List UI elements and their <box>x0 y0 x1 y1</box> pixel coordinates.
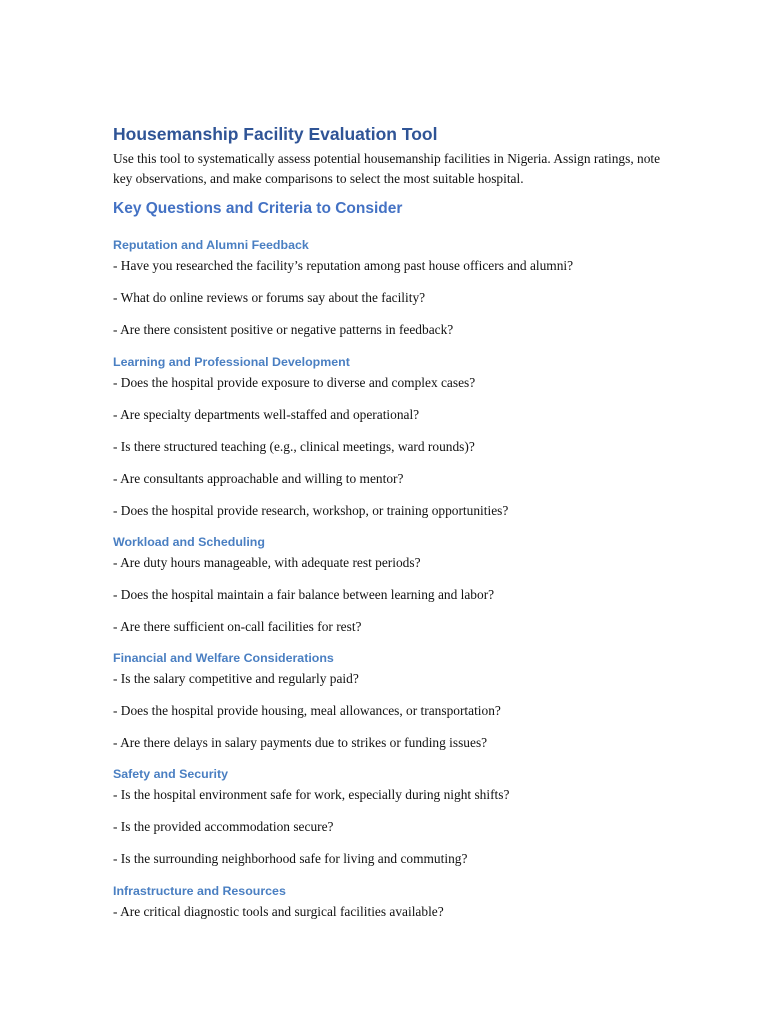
question-item: - Are critical diagnostic tools and surgical facilities available? <box>113 904 444 919</box>
intro-paragraph: Use this tool to systematically assess potential housemanship facilities in Nigeria. Assign ratings, note key observations, and make comparisons to select the most suitable hospital. <box>113 151 661 186</box>
question-item: - Are specialty departments well-staffed and operational? <box>113 407 420 422</box>
question-item: - Is the provided accommodation secure? <box>113 819 334 834</box>
question-item: - Are there sufficient on-call facilities for rest? <box>113 619 362 634</box>
question-item: - Does the hospital maintain a fair balance between learning and labor? <box>113 587 495 602</box>
section-heading: Key Questions and Criteria to Consider <box>113 200 403 217</box>
question-item: - Is the salary competitive and regularly paid? <box>113 671 359 686</box>
question-item: - Does the hospital provide housing, meal allowances, or transportation? <box>113 703 501 718</box>
question-item: - Does the hospital provide exposure to diverse and complex cases? <box>113 375 476 390</box>
subsection-heading-safety: Safety and Security <box>113 767 229 781</box>
question-item: - What do online reviews or forums say about the facility? <box>113 290 426 305</box>
subsection-heading-learning: Learning and Professional Development <box>113 355 350 369</box>
document-title: Housemanship Facility Evaluation Tool <box>113 124 438 144</box>
question-item: - Is the hospital environment safe for work, especially during night shifts? <box>113 787 510 802</box>
question-item: - Are consultants approachable and willing to mentor? <box>113 471 404 486</box>
question-item: - Are there delays in salary payments due to strikes or funding issues? <box>113 735 488 750</box>
question-item: - Are duty hours manageable, with adequate rest periods? <box>113 555 421 570</box>
question-item: - Is there structured teaching (e.g., clinical meetings, ward rounds)? <box>113 439 475 454</box>
subsection-heading-reputation: Reputation and Alumni Feedback <box>113 238 309 252</box>
subsection-heading-financial: Financial and Welfare Considerations <box>113 651 334 665</box>
question-item: - Have you researched the facility’s reputation among past house officers and alumni? <box>113 258 574 273</box>
question-item: - Is the surrounding neighborhood safe for living and commuting? <box>113 851 468 866</box>
question-item: - Does the hospital provide research, workshop, or training opportunities? <box>113 503 509 518</box>
subsection-heading-infrastructure: Infrastructure and Resources <box>113 884 286 898</box>
question-item: - Are there consistent positive or negative patterns in feedback? <box>113 322 454 337</box>
subsection-heading-workload: Workload and Scheduling <box>113 535 265 549</box>
